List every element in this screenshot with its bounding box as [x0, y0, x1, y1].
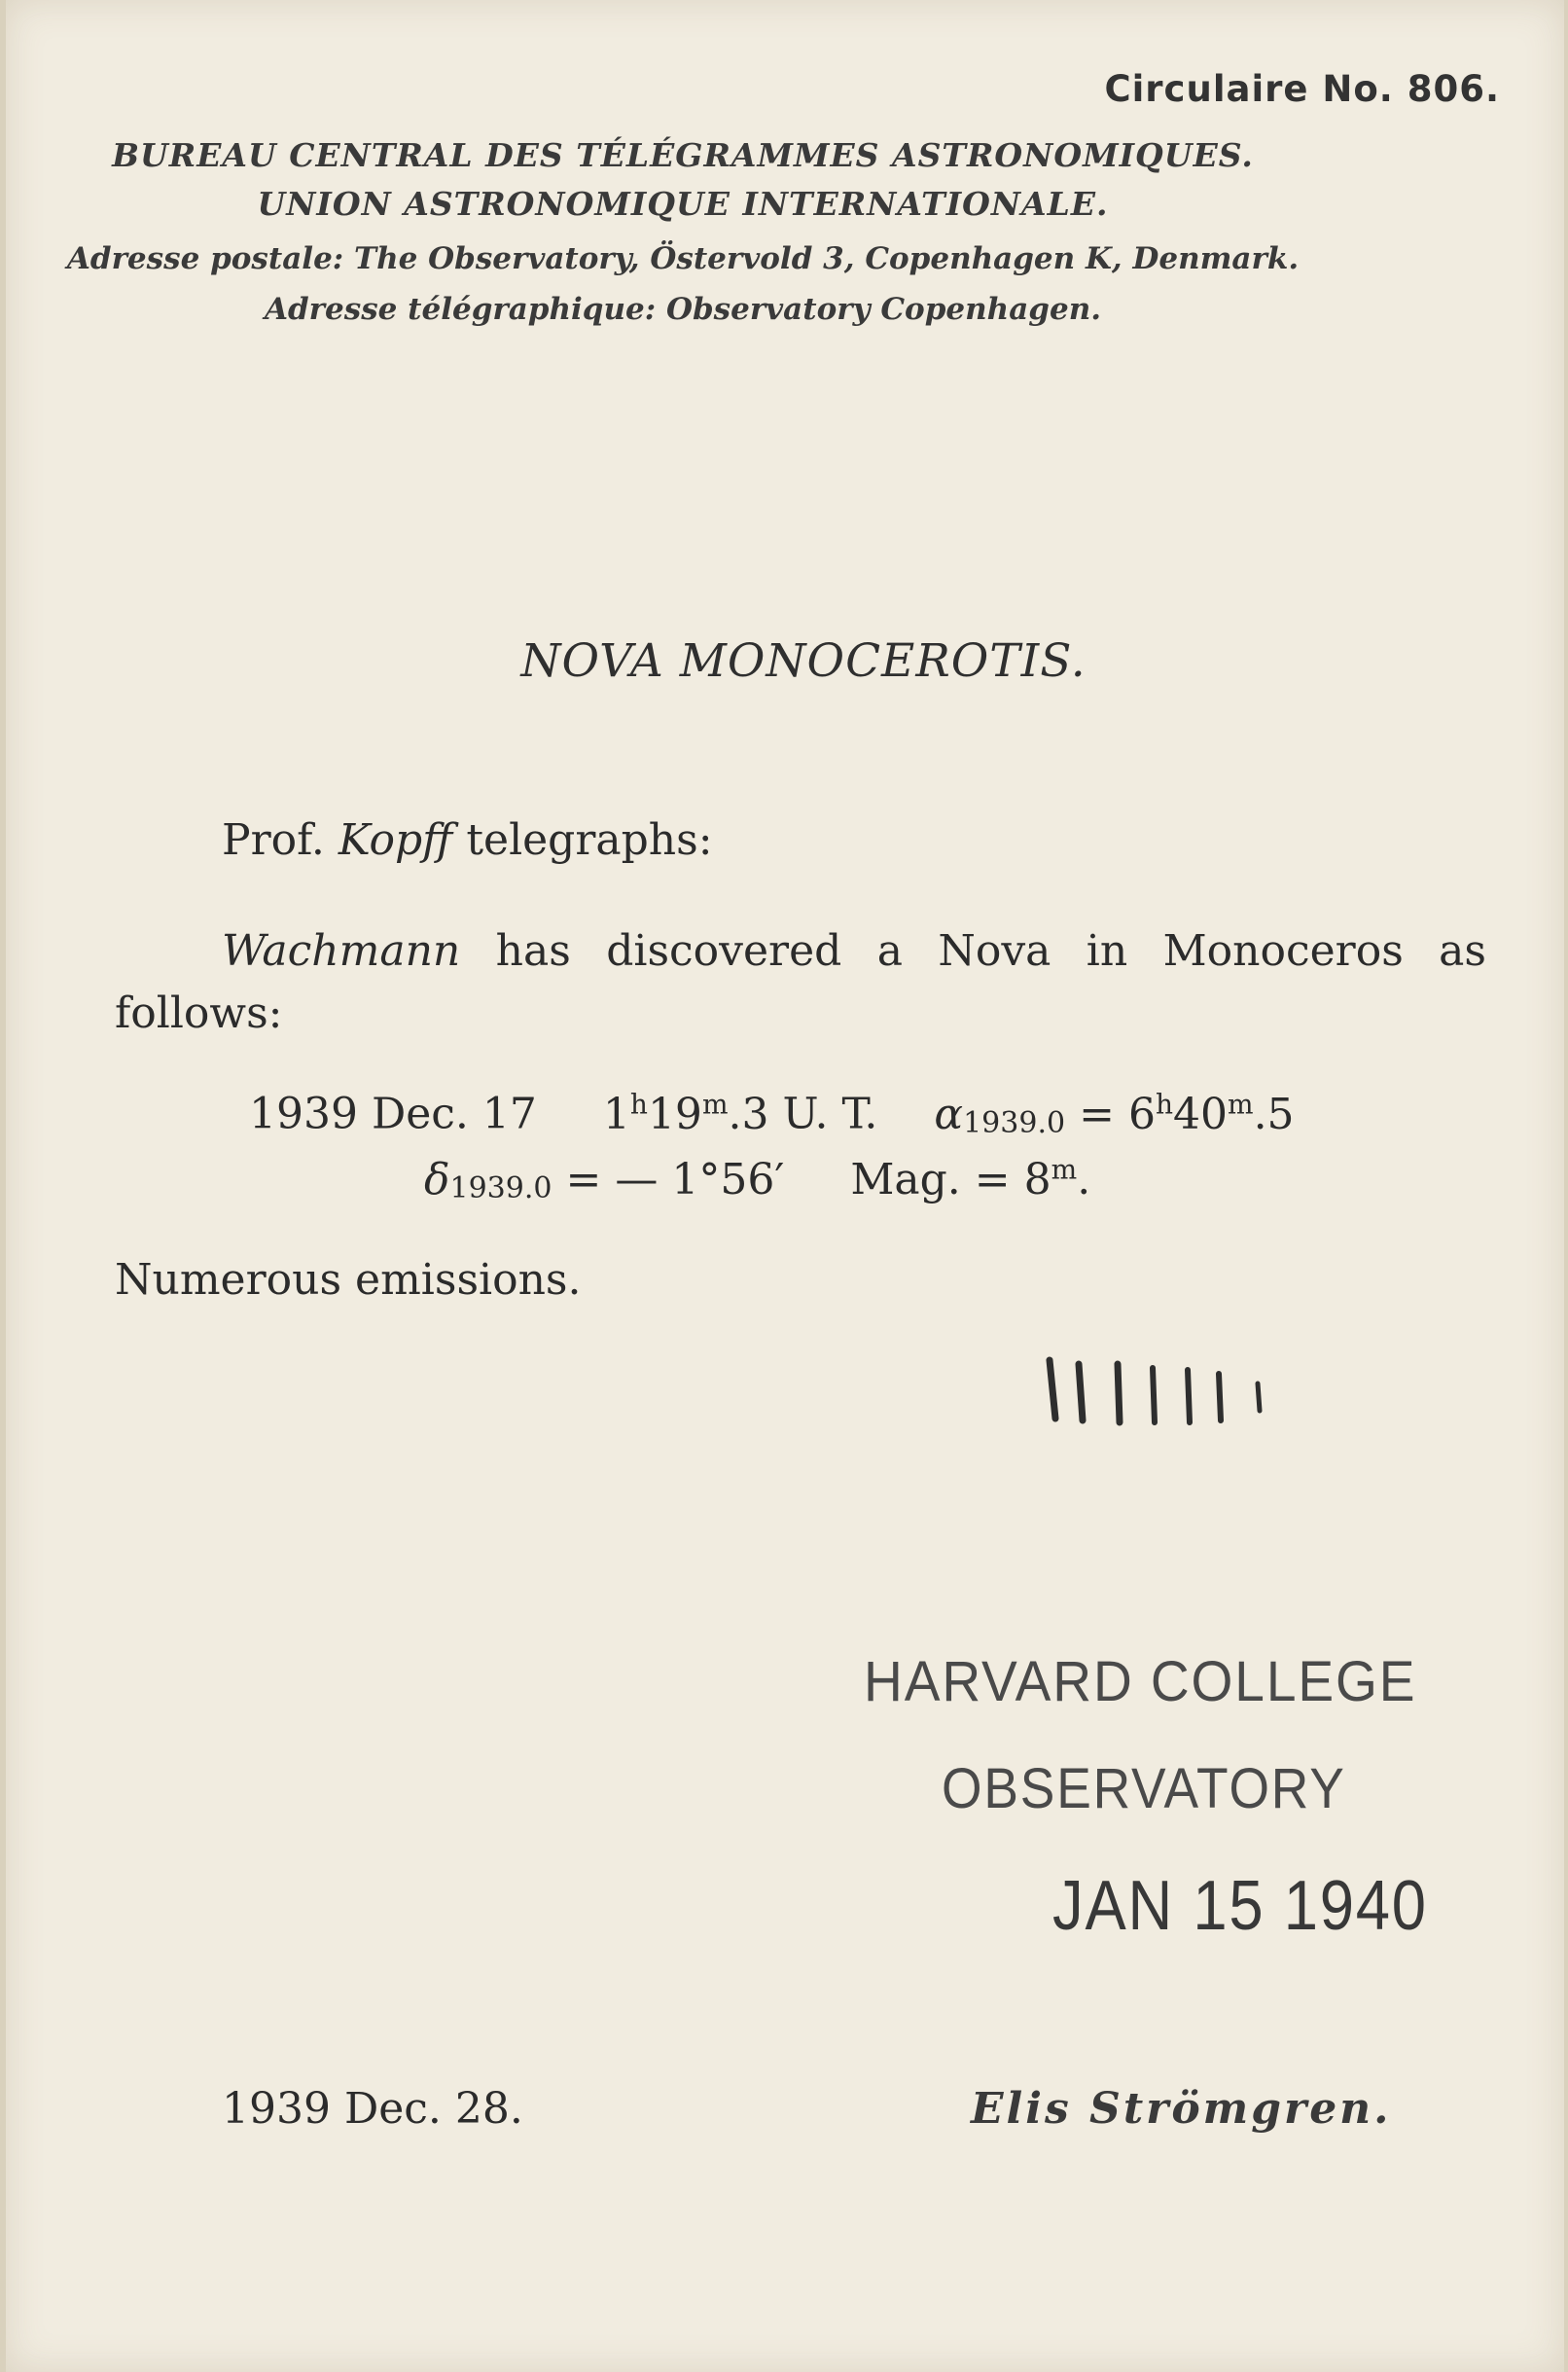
stamp-observatory: OBSERVATORY: [942, 1757, 1346, 1820]
page-title: NOVA MONOCEROTIS.: [520, 634, 1087, 688]
p1-name: Kopff: [338, 815, 453, 865]
header-telegraphic-address: Adresse télégraphique: Observatory Copenhagen.: [264, 292, 1102, 327]
obs-magnitude: Mag. = 8$^m$.: [850, 1153, 1091, 1204]
footer-signature: Elis Strömgren.: [971, 2084, 1392, 2134]
footer-date: 1939 Dec. 28.: [222, 2084, 523, 2134]
stamp-harvard-college: HARVARD COLLEGE: [864, 1650, 1417, 1713]
paragraph-telegraph: [222, 815, 713, 865]
header-postal-address: Adresse postale: The Observatory, Östervold 3, Copenhagen K, Denmark.: [66, 241, 1300, 276]
stamp-date: JAN 15 1940: [1052, 1867, 1428, 1945]
paragraph-emissions: Numerous emissions.: [115, 1255, 582, 1305]
p2-name: Wachmann: [222, 926, 461, 976]
obs-time: 1$^h$19$^m$.3: [602, 1088, 769, 1139]
header-union: UNION ASTRONOMIQUE INTERNATIONALE.: [257, 185, 1109, 223]
paragraph-discovery: [115, 920, 1486, 1045]
obs-timezone: U. T.: [782, 1089, 878, 1139]
p1-suffix: telegraphs:: [452, 815, 713, 865]
obs-date: 1939 Dec. 17: [249, 1089, 537, 1139]
obs-alpha: $\alpha_{1939.0} = 6^h40^m.5$: [934, 1088, 1295, 1140]
circular-number: Circulaire No. 806.: [1104, 68, 1500, 110]
obs-delta: $\delta_{1939.0}$ = — 1°56′: [424, 1154, 785, 1205]
ink-tally-marks: [1042, 1350, 1372, 1438]
p2-text: has discovered a Nova in Monoceros as follows:: [115, 926, 1486, 1038]
observation-line-2: [424, 1153, 1090, 1205]
header-bureau: BUREAU CENTRAL DES TÉLÉGRAMMES ASTRONOMIQUES.: [112, 136, 1254, 174]
observation-line-1: [249, 1088, 1295, 1140]
p1-prefix: Prof.: [222, 815, 339, 865]
